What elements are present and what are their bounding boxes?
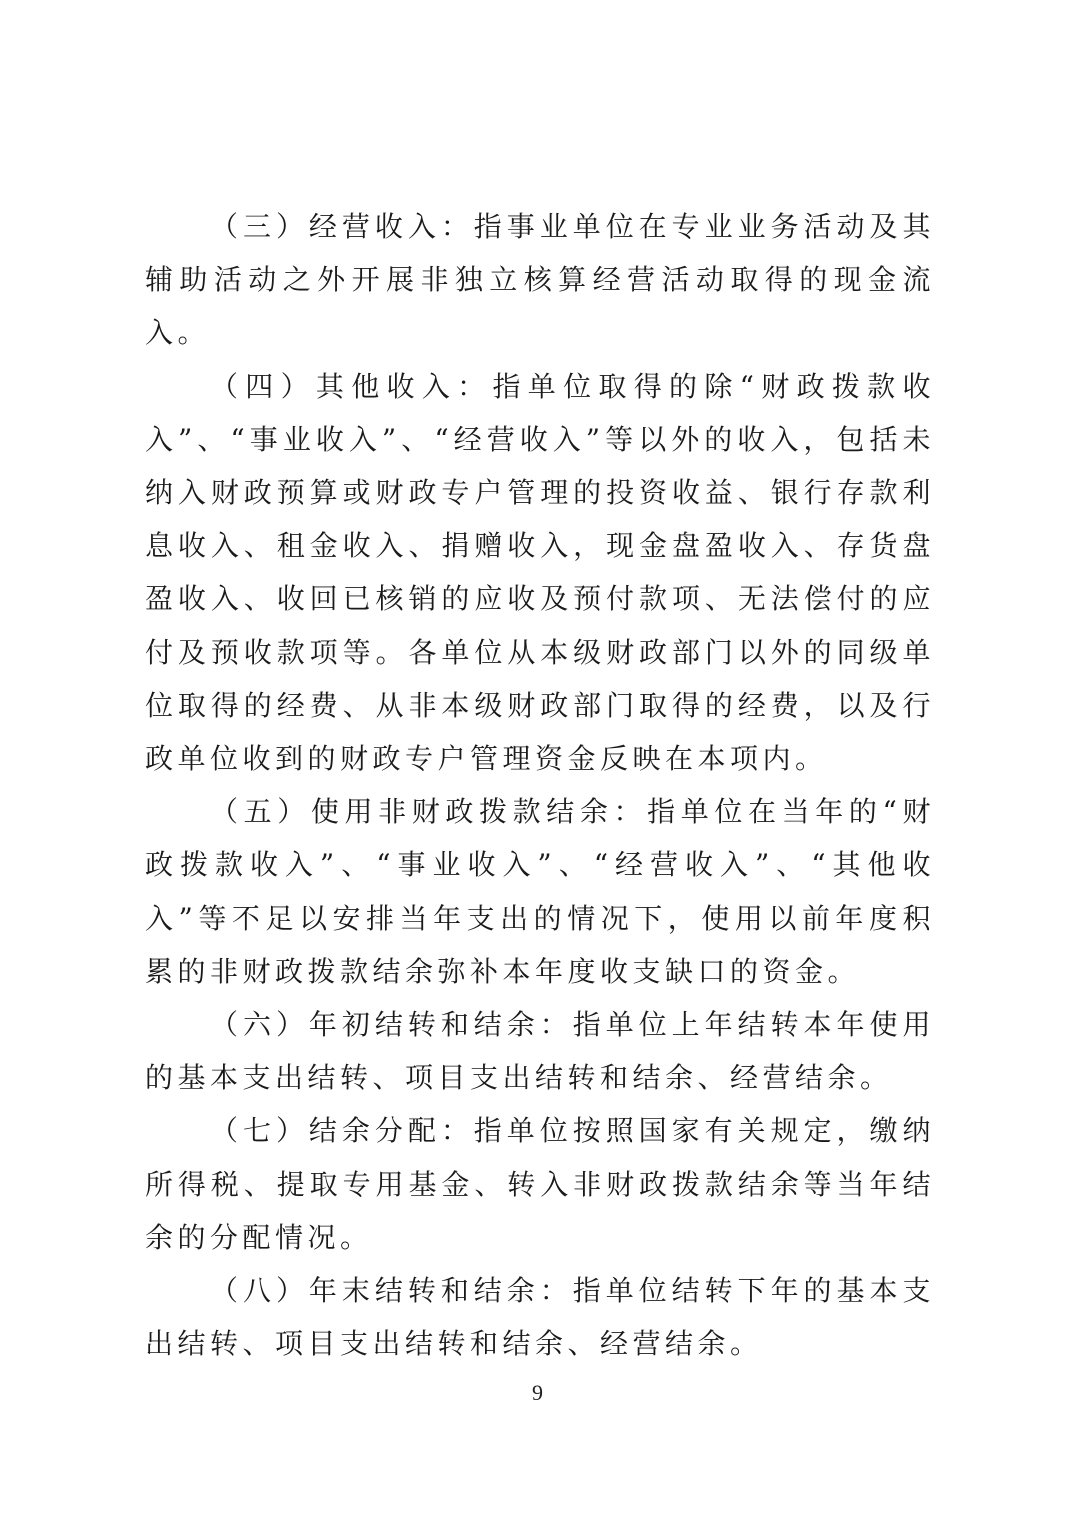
paragraph-non-fiscal-surplus-use: （五）使用非财政拨款结余：指单位在当年的“财政拨款收入”、“事业收入”、“经营收入”、“其他收入”等不足以安排当年支出的情况下，使用以前年度积累的非财政拨款结余弥补本年度收支缺口的资金。 [145, 795, 935, 988]
body-text [145, 200, 935, 1370]
paragraph-closing-carryover: （八）年末结转和结余：指单位结转下年的基本支出结转、项目支出结转和结余、经营结余。 [145, 1274, 935, 1361]
paragraph-surplus-distribution: （七）结余分配：指单位按照国家有关规定，缴纳所得税、提取专用基金、转入非财政拨款结余等当年结余的分配情况。 [145, 1114, 935, 1254]
paragraph-operating-income: （三）经营收入：指事业单位在专业业务活动及其辅助活动之外开展非独立核算经营活动取得的现金流入。 [145, 210, 935, 350]
page-number: 9 [532, 1380, 543, 1405]
paragraph-other-income: （四）其他收入：指单位取得的除“财政拨款收入”、“事业收入”、“经营收入”等以外的收入，包括未纳入财政预算或财政专户管理的投资收益、银行存款利息收入、租金收入、捐赠收入，现金盘盈收入、存货盘盈收入、收回已核销的应收及预付款项、无法偿付的应付及预收款项等。各单位从本级财政部门以外的同级单位取得的经费、从非本级财政部门取得的经费，以及行政单位收到的财政专户管理资金反映在本项内。 [145, 369, 935, 776]
paragraph-opening-carryover: （六）年初结转和结余：指单位上年结转本年使用的基本支出结转、项目支出结转和结余、经营结余。 [145, 1008, 935, 1095]
